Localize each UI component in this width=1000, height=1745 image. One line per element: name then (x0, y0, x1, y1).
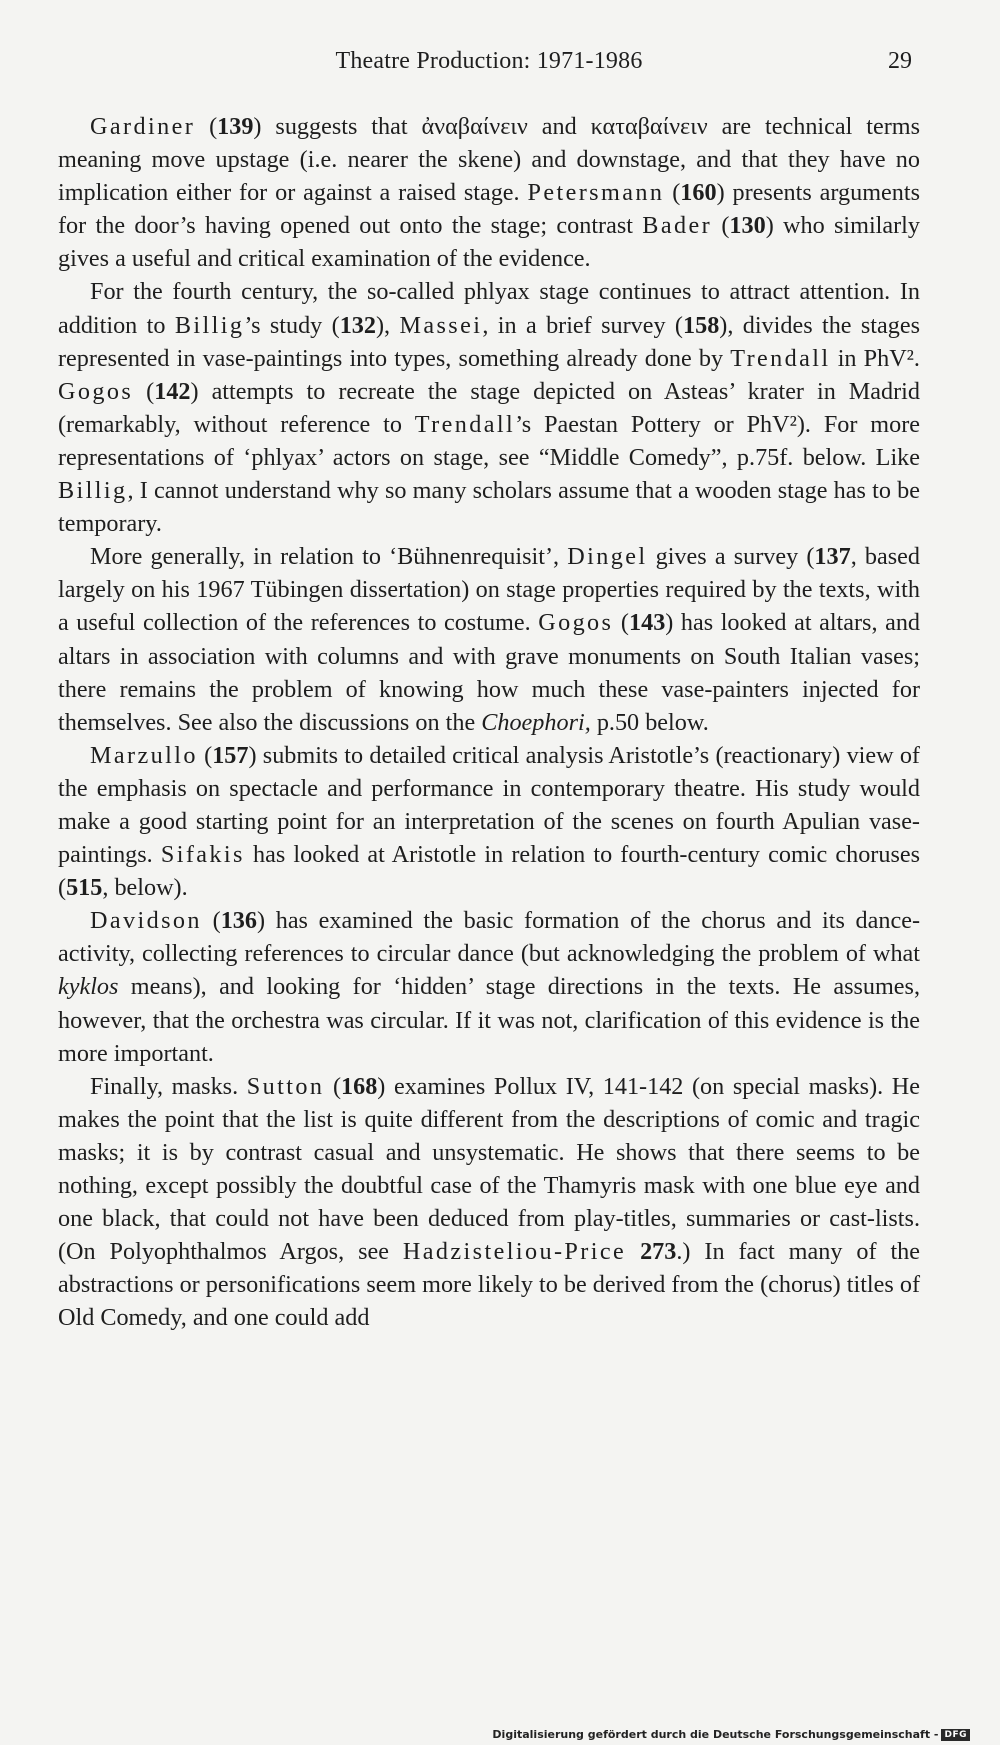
author-name: Billig (58, 477, 128, 505)
reference-number: 139 (217, 113, 254, 140)
text-run: p.50 below. (590, 708, 709, 736)
text-run: has looked at Aristotle in relation to fourth-century comic choruses ( (58, 841, 921, 902)
text-run (626, 1238, 640, 1265)
text-run: , based largely on his 1967 Tübingen dissertation) on stage properties required by the texts, with a useful collection of the references to costume. (58, 543, 920, 637)
page-number: 29 (888, 48, 912, 74)
text-run: ) examines Pollux IV, 141-142 (on special masks). He makes the point that the list is quite different from the descriptions of comic and tragic masks; it is by contrast casual and unsystematic. He shows that there seems to be nothing, except possibly the doubtful case of the Thamyris mask with one blue eye and one black, that could not have been deduced from play-titles, summaries or cast-lists. (On Polyophthalmos Argos, see (58, 1072, 920, 1266)
text-run: ’s study ( (244, 311, 340, 339)
running-title: Theatre Production: 1971-1986 (335, 48, 643, 74)
text-run: ’s Paestan Pottery or PhV²). For more representations of ‘phlyax’ actors on stage, see “Middle Comedy”, p.75f. below. Like (58, 410, 920, 471)
reference-number: 273 (640, 1238, 677, 1266)
text-run: ), (375, 311, 400, 339)
dfg-logo: DFG (941, 1729, 970, 1741)
text-run: , I cannot understand why so many scholars assume that a wooden stage has to be temporary. (58, 477, 920, 538)
text-run: ) suggests that ἀναβαίνειν and καταβαίνειν are technical terms meaning move upstage (i.e. nearer the skene) and downstage, and that they have no implication either for or against a raised stage. (58, 113, 920, 207)
author-name: Billig (174, 311, 245, 339)
reference-number: 132 (339, 311, 376, 339)
author-name: Dingel (567, 543, 648, 571)
text-run: ( (201, 907, 221, 935)
text-run: ), divides the stages represented in vase-paintings into types, something already done by (58, 311, 921, 372)
reference-number: 160 (680, 179, 717, 207)
author-name: Massei (399, 311, 483, 339)
author-name: Gogos (538, 609, 614, 637)
text-run: ) who similarly gives a useful and critical examination of the evidence. (58, 212, 920, 273)
text-run: More generally, in relation to ‘Bühnenrequisit’, (90, 543, 568, 571)
text-run: in PhV². (830, 344, 920, 372)
text-run: , below). (102, 874, 188, 902)
author-name: Trendall (730, 344, 831, 372)
paragraph-2 (58, 275, 920, 540)
text-run: means), and looking for ‘hidden’ stage directions in the texts. He assumes, however, that the orchestra was circular. If it was not, clarification of this evidence is the more important. (58, 973, 920, 1067)
author-name: Bader (642, 212, 713, 240)
author-name: Davidson (90, 907, 202, 935)
author-name: Trendall (414, 410, 516, 438)
page-header (58, 48, 920, 88)
author-name: Gardiner (90, 113, 196, 140)
italic-term: Choephori, (481, 708, 591, 736)
text-run: ( (613, 609, 629, 637)
text-run: ( (195, 113, 218, 140)
text-run: Finally, masks. (90, 1072, 247, 1100)
body-text (58, 110, 920, 1334)
text-run: gives a survey ( (647, 543, 815, 571)
author-name: Sifakis (160, 841, 245, 869)
text-run: .) In fact many of the abstractions or personifications seem more likely to be derived from the (chorus) titles of Old Comedy, and one could add (58, 1238, 920, 1332)
reference-number: 168 (341, 1072, 378, 1100)
text-run: , in a brief survey ( (482, 311, 683, 339)
author-name: Marzullo (90, 741, 198, 769)
text-run: ( (712, 212, 730, 240)
paragraph-5 (58, 904, 920, 1069)
reference-number: 157 (212, 741, 249, 769)
reference-number: 142 (154, 377, 191, 405)
reference-number: 136 (220, 907, 257, 935)
text-run: ( (664, 179, 681, 207)
reference-number: 143 (629, 609, 666, 637)
reference-number: 137 (814, 543, 851, 571)
italic-term: kyklos (58, 973, 119, 1001)
text-run: For the fourth century, the so-called phlyax stage continues to attract attention. In addition to (58, 278, 920, 339)
footer-credit: Digitalisierung gefördert durch die Deutsche Forschungsgemeinschaft - (492, 1728, 939, 1741)
author-name: Sutton (246, 1072, 325, 1100)
reference-number: 158 (683, 311, 720, 339)
text-run: ) attempts to recreate the stage depicted on Asteas’ krater in Madrid (remarkably, without reference to (58, 377, 920, 438)
digitization-footer (492, 1728, 970, 1741)
text-run: ( (133, 377, 155, 405)
text-run: ) presents arguments for the door’s having opened out onto the stage; contrast (58, 179, 920, 240)
reference-number: 130 (729, 212, 766, 240)
paragraph-6 (58, 1070, 920, 1335)
text-run: ) has examined the basic formation of the chorus and its dance-activity, collecting references to circular dance (but acknowledging the problem of what (58, 907, 920, 968)
paragraph-3 (58, 540, 920, 739)
text-run: ( (324, 1072, 342, 1100)
text-run: ) has looked at altars, and altars in association with columns and with grave monuments on South Italian vases; there remains the problem of knowing how much these vase-painters injected for themselves. See also the discussions on the (58, 609, 921, 736)
author-name: Hadzisteliou-Price (402, 1238, 627, 1266)
paragraph-4 (58, 739, 920, 904)
text-run: ( (197, 741, 213, 769)
author-name: Gogos (58, 377, 134, 405)
reference-number: 515 (66, 874, 103, 902)
author-name: Petersmann (527, 179, 665, 207)
paragraph-1 (58, 110, 920, 275)
text-run: ) submits to detailed critical analysis Aristotle’s (reactionary) view of the emphasis on spectacle and performance in contemporary theatre. His study would make a good starting point for an interpretation of the scenes on fourth Apulian vase-paintings. (58, 741, 920, 869)
